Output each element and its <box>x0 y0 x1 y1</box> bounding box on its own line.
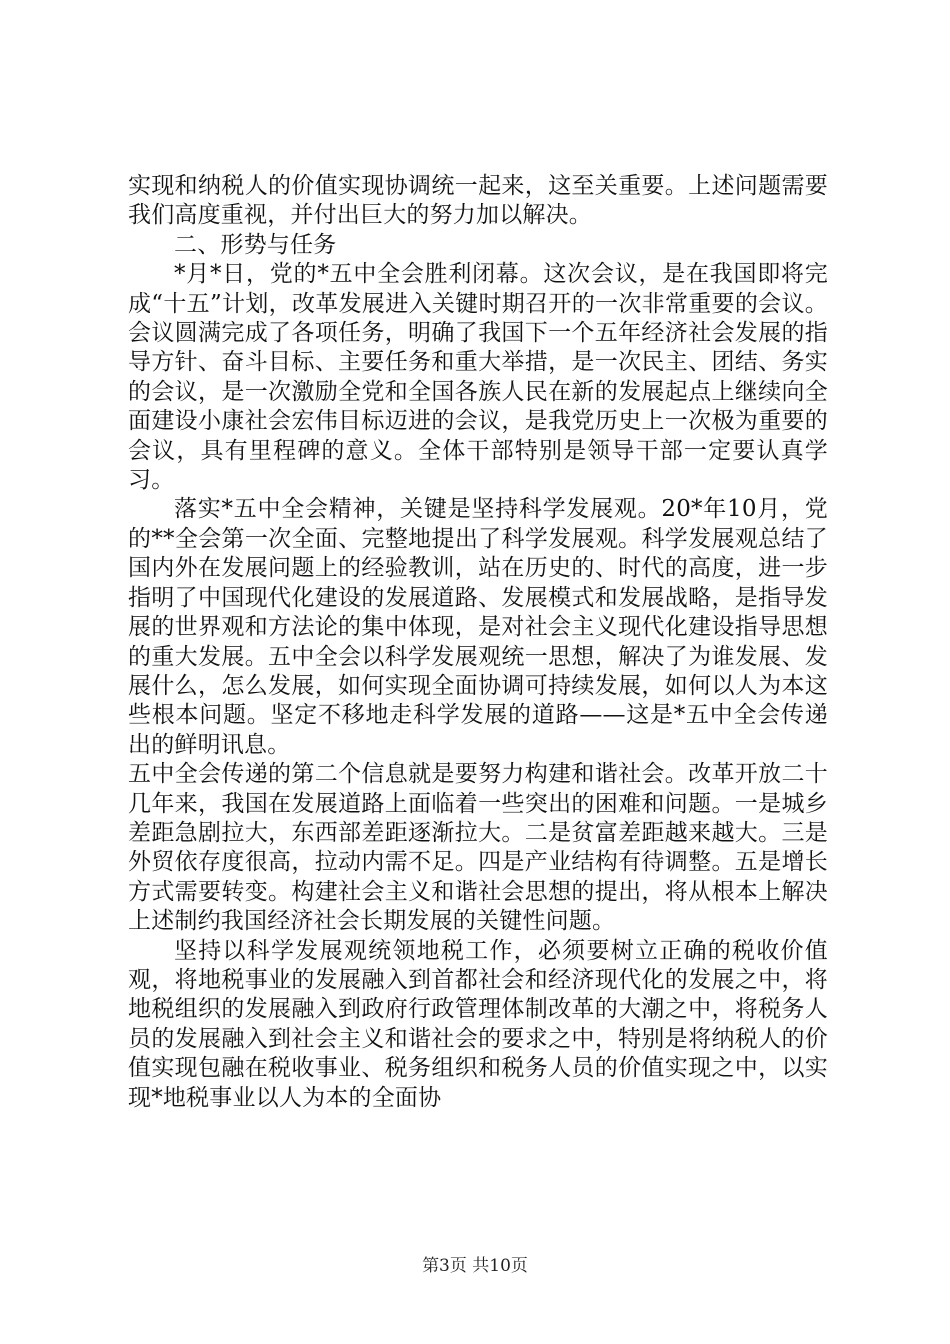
body-text <box>128 172 828 1113</box>
page-number-footer: 第3页 共10页 <box>422 1256 528 1276</box>
paragraph: 落实*五中全会精神，关键是坚持科学发展观。20*年10月，党的**全会第一次全面、完整地提出了科学发展观。科学发展观总结了国内外在发展问题上的经验教训，站在历史的、时代的高度，进一步指明了中国现代化建设的发展道路、发展模式和发展战略，是指导发展的世界观和方法论的集中体现，是对社会主义现代化建设指导思想的重大发展。五中全会以科学发展观统一思想，解决了为谁发展、发展什么，怎么发展，如何实现全面协调可持续发展，如何以人为本这些根本问题。坚定不移地走科学发展的道路——这是*五中全会传递出的鲜明讯息。 <box>128 496 828 758</box>
section-heading: 二、形势与任务 <box>174 231 337 258</box>
paragraph: 坚持以科学发展观统领地税工作，必须要树立正确的税收价值观，将地税事业的发展融入到首都社会和经济现代化的发展之中，将地税组织的发展融入到政府行政管理体制改革的大潮之中，将税务人员的发展融入到社会主义和谐社会的要求之中，特别是将纳税人的价值实现包融在税收事业、税务组织和税务人员的价值实现之中，以实现*地税事业以人为本的全面协 <box>128 937 828 1111</box>
paragraph-continuation: 实现和纳税人的价值实现协调统一起来，这至关重要。上述问题需要我们高度重视，并付出巨大的努力加以解决。 <box>128 173 828 229</box>
paragraph: *月*日，党的*五中全会胜利闭幕。这次会议，是在我国即将完成“十五”计划，改革发展进入关键时期召开的一次非常重要的会议。会议圆满完成了各项任务，明确了我国下一个五年经济社会发展的指导方针、奋斗目标、主要任务和重大举措，是一次民主、团结、务实的会议，是一次激励全党和全国各族人民在新的发展起点上继续向全面建设小康社会宏伟目标迈进的会议，是我党历史上一次极为重要的会议，具有里程碑的意义。全体干部特别是领导干部一定要认真学习。 <box>128 261 828 494</box>
paragraph: 五中全会传递的第二个信息就是要努力构建和谐社会。改革开放二十几年来，我国在发展道路上面临着一些突出的困难和问题。一是城乡差距急剧拉大，东西部差距逐渐拉大。二是贫富差距越来越大。三是外贸依存度很高，拉动内需不足。四是产业结构有待调整。五是增长方式需要转变。构建社会主义和谐社会思想的提出，将从根本上解决上述制约我国经济社会长期发展的关键性问题。 <box>128 761 828 935</box>
